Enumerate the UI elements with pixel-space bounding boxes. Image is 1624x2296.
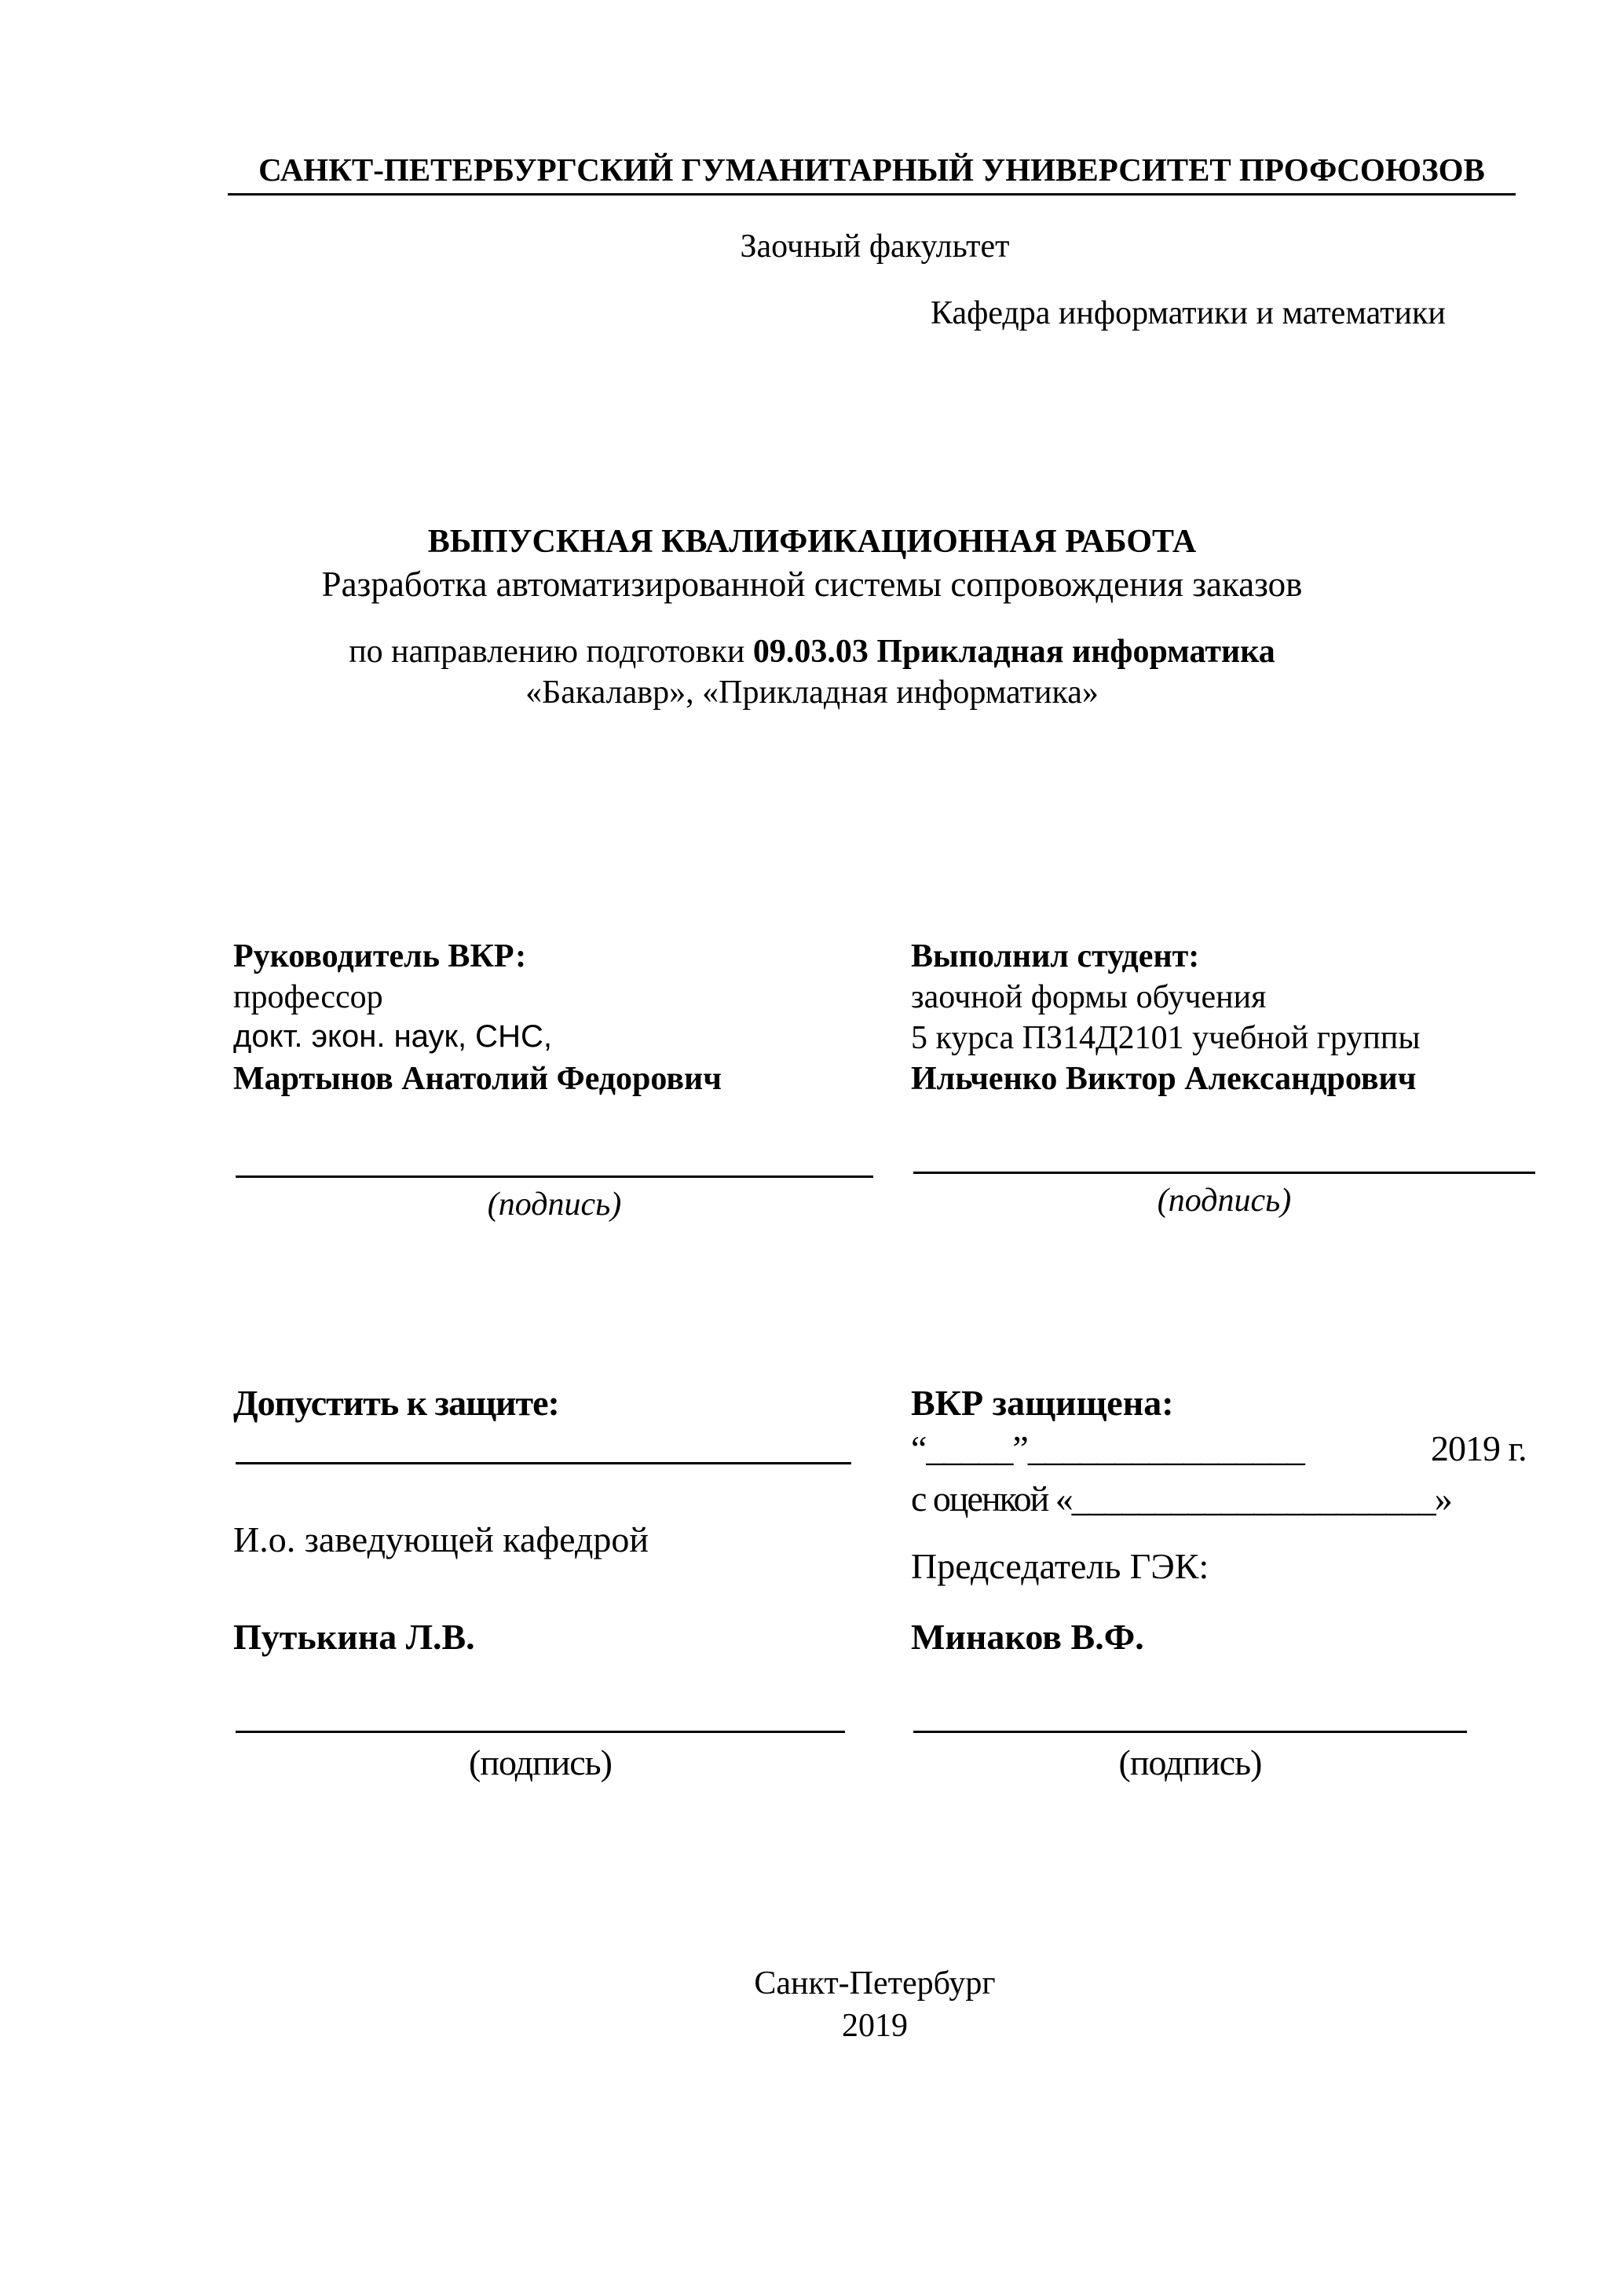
admission-role: И.о. заведующей кафедрой xyxy=(233,1519,649,1559)
department-name: Кафедра информатики и математики xyxy=(931,295,1446,331)
admission-heading: Допустить к защите: xyxy=(233,1383,559,1423)
supervisor-signature-caption: (подпись) xyxy=(487,1186,622,1223)
supervisor-signature-line xyxy=(236,1175,873,1178)
defense-year: 2019 г. xyxy=(1431,1428,1527,1468)
supervisor-degree: докт. экон. наук, СНС, xyxy=(233,1019,552,1054)
admission-signature-line xyxy=(236,1462,851,1464)
admission-signature-caption: (подпись) xyxy=(469,1742,612,1782)
student-study-form: заочной формы обучения xyxy=(911,979,1267,1015)
student-name: Ильченко Виктор Александрович xyxy=(911,1061,1417,1097)
thesis-topic: Разработка автоматизированной системы сопровождения заказов xyxy=(321,565,1303,604)
city: Санкт-Петербург xyxy=(754,1965,996,2002)
work-type-title: ВЫПУСКНАЯ КВАЛИФИКАЦИОННАЯ РАБОТА xyxy=(427,524,1197,560)
defense-grade-line: с оценкой «______________________» xyxy=(911,1479,1451,1519)
direction-code: 09.03.03 Прикладная информатика xyxy=(752,634,1275,670)
direction-prefix: по направлению подготовки xyxy=(349,634,745,670)
year: 2019 xyxy=(842,2008,908,2044)
supervisor-name: Мартынов Анатолий Федорович xyxy=(233,1061,722,1097)
admission-head-signature-line xyxy=(236,1731,845,1733)
defense-chair-role: Председатель ГЭК: xyxy=(911,1546,1209,1586)
header-rule xyxy=(228,193,1516,196)
defense-signature-caption: (подпись) xyxy=(1118,1742,1262,1782)
student-heading: Выполнил студент: xyxy=(911,938,1200,974)
supervisor-heading: Руководитель ВКР: xyxy=(233,938,527,974)
university-name: САНКТ-ПЕТЕРБУРГСКИЙ ГУМАНИТАРНЫЙ УНИВЕРСИТЕТ ПРОФСОЮЗОВ xyxy=(258,152,1485,188)
supervisor-position: профессор xyxy=(233,979,383,1015)
degree-line: «Бакалавр», «Прикладная информатика» xyxy=(525,675,1099,711)
student-signature-caption: (подпись) xyxy=(1157,1183,1292,1219)
student-signature-line xyxy=(913,1172,1535,1174)
direction-line xyxy=(184,633,1440,671)
defense-chair-signature-line xyxy=(913,1731,1467,1733)
student-group: 5 курса ПЗ14Д2101 учебной группы xyxy=(911,1020,1421,1056)
admission-name: Путькина Л.В. xyxy=(233,1617,475,1657)
defense-chair-name: Минаков В.Ф. xyxy=(911,1617,1144,1657)
defense-heading: ВКР защищена: xyxy=(911,1383,1174,1423)
defense-date-line: “_____”________________ xyxy=(911,1428,1304,1468)
faculty-name: Заочный факультет xyxy=(740,229,1010,265)
